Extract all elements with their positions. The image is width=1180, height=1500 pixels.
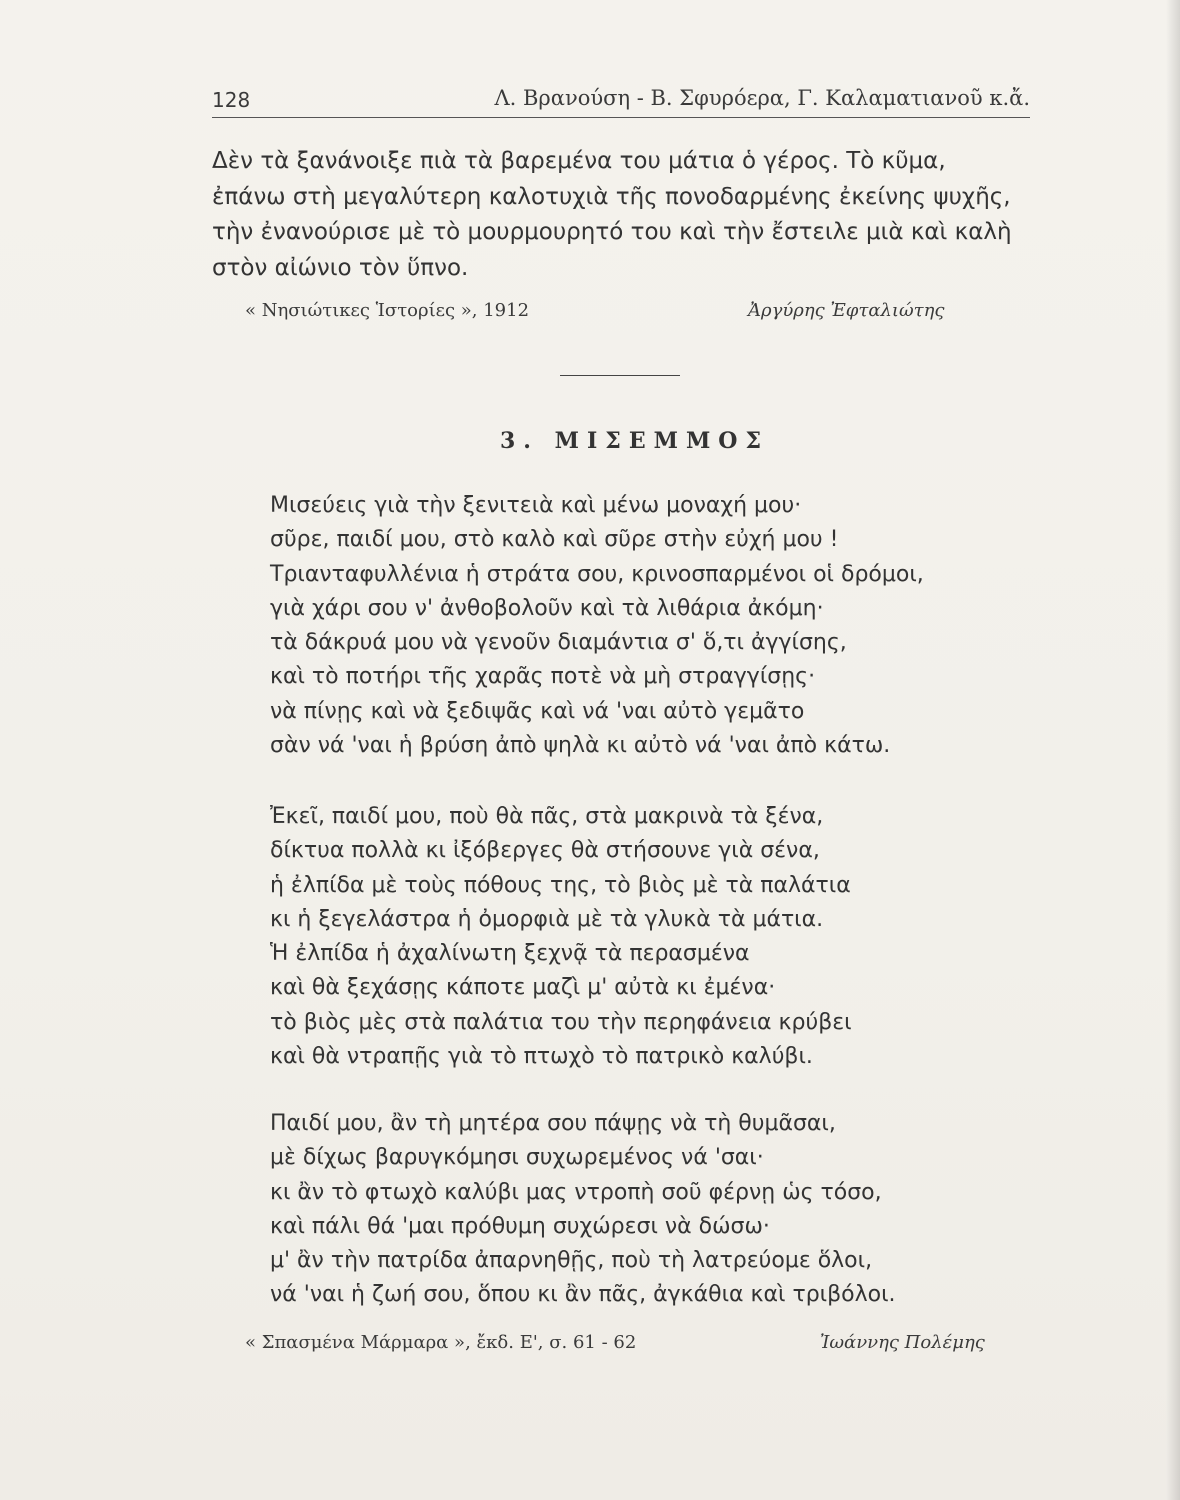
running-head [212,82,1030,116]
verse-line: τὸ βιὸς μὲς στὰ παλάτια του τὴν περηφάνεια κρύβει [270,1009,852,1035]
running-head-authors: Λ. Βρανούση - Β. Σφυρόερα, Γ. Καλαματιανοῦ κ.ἄ. [494,86,1030,110]
page-edge-shadow [1166,0,1180,1500]
verse-line: τὰ δάκρυά μου νὰ γενοῦν διαμάντια σ' ὅ,τι ἀγγίσης, [270,630,847,656]
verse-line: κι ἂν τὸ φτωχὸ καλύβι μας ντροπὴ σοῦ φέρνῃ ὡς τόσο, [270,1179,882,1205]
verse-line: Τριανταφυλλένια ἡ στράτα σου, κρινοσπαρμένοι οἱ δρόμοι, [270,561,924,587]
source-author: Ἰωάννης Πολέμης [820,1332,985,1353]
prose-line: ἐπάνω στὴ μεγαλύτερη καλοτυχιὰ τῆς πονοδαρμένης ἐκείνης ψυχῆς, [212,183,1011,210]
verse-line: Ἐκεῖ, παιδί μου, ποὺ θὰ πᾶς, στὰ μακρινὰ τὰ ξένα, [270,804,824,829]
verse-line: νά 'ναι ἡ ζωή σου, ὅπου κι ἂν πᾶς, ἀγκάθια καὶ τριβόλοι. [270,1282,896,1308]
source-citation: « Σπασμένα Μάρμαρα », ἔκδ. Ε', σ. 61 - 62 [245,1332,637,1353]
source-author: Ἀργύρης Ἐφταλιώτης [748,300,945,321]
prose-line: Δὲν τὰ ξανάνοιξε πιὰ τὰ βαρεμένα του μάτια ὁ γέρος. Τὸ κῦμα, [212,148,946,174]
prose-line: τὴν ἐνανούρισε μὲ τὸ μουρμουρητό του καὶ τὴν ἔστειλε μιὰ καὶ καλὴ [212,219,1012,245]
poem-stanza-2 [270,800,1030,1074]
header-rule [212,117,1030,118]
prose-paragraph [212,144,1042,286]
verse-line: μ' ἂν τὴν πατρίδα ἀπαρνηθῇς, ποὺ τὴ λατρεύομε ὅλοι, [270,1248,873,1274]
poem-title: 3. ΜΙΣΕΜΜΟΣ [500,428,770,454]
verse-line: ἡ ἐλπίδα μὲ τοὺς πόθους της, τὸ βιὸς μὲ τὰ παλάτια [270,872,851,898]
verse-line: κι ἡ ξεγελάστρα ἡ ὀμορφιὰ μὲ τὰ γλυκὰ τὰ μάτια. [270,906,824,932]
verse-line: καὶ θὰ ξεχάσῃς κάποτε μαζὶ μ' αὐτὰ κι ἐμένα· [270,975,776,1001]
page-number: 128 [212,88,251,112]
verse-line: δίκτυα πολλὰ κι ἰξόβεργες θὰ στήσουνε γιὰ σένα, [270,838,820,864]
source-citation: « Νησιώτικες Ἱστορίες », 1912 [245,300,530,321]
verse-line: Παιδί μου, ἂν τὴ μητέρα σου πάψῃς νὰ τὴ θυμᾶσαι, [270,1111,836,1136]
verse-line: μὲ δίχως βαρυγκόμησι συχωρεμένος νά 'σαι· [270,1145,764,1171]
poem-stanza-3 [270,1107,1030,1313]
verse-line: καὶ θὰ ντραπῇς γιὰ τὸ πτωχὸ τὸ πατρικὸ καλύβι. [270,1044,813,1070]
section-divider [560,375,680,376]
verse-line: σῦρε, παιδί μου, στὸ καλὸ καὶ σῦρε στὴν εὐχή μου ! [270,527,839,553]
verse-line: καὶ τὸ ποτήρι τῆς χαρᾶς ποτὲ νὰ μὴ στραγγίσῃς· [270,664,816,690]
verse-line: Ἡ ἐλπίδα ἡ ἀχαλίνωτη ξεχνᾷ τὰ περασμένα [270,941,750,967]
prose-line: στὸν αἰώνιο τὸν ὕπνο. [212,254,469,281]
verse-line: νὰ πίνῃς καὶ νὰ ξεδιψᾶς καὶ νά 'ναι αὐτὸ γεμᾶτο [270,698,805,724]
verse-line: σὰν νά 'ναι ἡ βρύση ἀπὸ ψηλὰ κι αὐτὸ νά 'ναι ἀπὸ κάτω. [270,733,891,759]
verse-line: γιὰ χάρι σου ν' ἀνθοβολοῦν καὶ τὰ λιθάρια ἀκόμη· [270,595,824,621]
verse-line: Μισεύεις γιὰ τὴν ξενιτειὰ καὶ μένω μοναχή μου· [270,493,802,518]
verse-line: καὶ πάλι θά 'μαι πρόθυμη συχώρεσι νὰ δώσω· [270,1213,770,1239]
poem-stanza-1 [270,489,1030,763]
